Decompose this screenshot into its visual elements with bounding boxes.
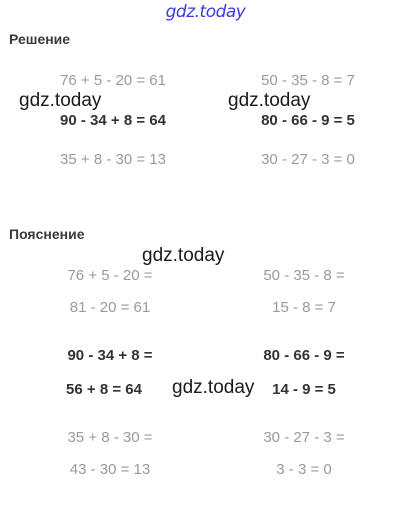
explanation-step-2-right-b: 14 - 9 = 5 [272,381,336,398]
solution-expr-1-right: 50 - 35 - 8 = 7 [261,72,355,89]
explanation-step-1-right-a: 50 - 35 - 8 = [263,267,345,284]
solution-expr-3-right: 30 - 27 - 3 = 0 [261,151,355,168]
watermark: gdz.today [19,90,102,111]
explanation-step-3-left-a: 35 + 8 - 30 = [67,429,153,446]
watermark: gdz.today [172,377,255,398]
solution-title: Решение [9,31,71,47]
solution-expr-1-left: 76 + 5 - 20 = 61 [60,72,166,89]
watermark: gdz.today [228,90,311,111]
explanation-step-2-left-b: 56 + 8 = 64 [66,381,142,398]
site-logo: gdz.today [165,2,246,22]
solution-expr-2-left: 90 - 34 + 8 = 64 [60,112,166,129]
explanation-step-1-left-a: 76 + 5 - 20 = [67,267,153,284]
explanation-step-2-left-a: 90 - 34 + 8 = [67,347,153,364]
explanation-step-1-left-b: 81 - 20 = 61 [69,299,151,316]
solution-expr-2-right: 80 - 66 - 9 = 5 [261,112,355,129]
explanation-title: Пояснение [9,226,85,242]
solution-expr-3-left: 35 + 8 - 30 = 13 [60,151,166,168]
explanation-step-2-right-a: 80 - 66 - 9 = [263,347,345,364]
explanation-step-1-right-b: 15 - 8 = 7 [272,299,336,316]
watermark: gdz.today [142,245,225,266]
explanation-step-3-right-b: 3 - 3 = 0 [276,461,332,478]
explanation-step-3-left-b: 43 - 30 = 13 [69,461,151,478]
explanation-step-3-right-a: 30 - 27 - 3 = [263,429,345,446]
